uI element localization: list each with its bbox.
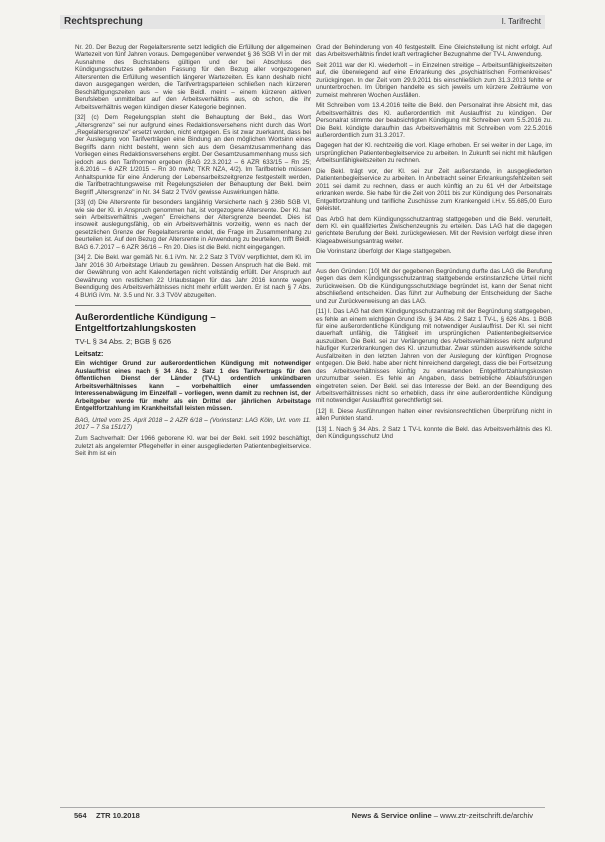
paragraph: [32] (c) Dem Regelungsplan steht die Behauptung der Bekl., das Wort „Altersgrenze" sei nur aufgrund eines Redaktionsversehens nicht durch das Wort „Regelaltersgrenze" ersetzt worden, nicht entgegen. Es ist zwar zuerkannt, dass bei der Auslegung von Tarifverträgen eine Bindung an den möglichen Wortsinn eines Begriffs dann nicht besteht, wenn sich aus dem Gesamtzusammenhang das Vorliegen eines Redaktionsversehens ergibt. Der Gesamtzusammenhang muss sich jedoch aus den Tarifnormen ergeben (BAG 22.3.2012 – 6 AZR 633/15 – Rn 25; 8.6.2016 – 6 AZR 1/2015 – Rn 30 mwN; TKR NZA, 4/2). Im Tarifbetrieb müssen Anhaltspunkte für eine Änderung der Lebensarbeitszeitgrenze festgestellt werden, die Tarifbetrachtungsweise mit Regelungszielen der Behauptung der Bekl. beim Begriff „Altersgrenze" in Nr. 34 Satz 2 TVöV gewisse Auswirkungen hätte. <box>75 114 311 196</box>
paragraph: [12] II. Diese Ausführungen halten einer revisionsrechtlichen Überprüfung nicht in allen Punkten stand. <box>316 407 552 423</box>
paragraph: [13] 1. Nach § 34 Abs. 2 Satz 1 TV-L konnte die Bekl. das Arbeitsverhältnis des Kl. den Kündigungsschutz Und <box>316 425 552 441</box>
paragraph: Dagegen hat der Kl. rechtzeitig die vorl. Klage erhoben. Er sei weiter in der Lage, im ursprünglichen Patientenbegleitservice zu arbeiten. In Zukunft sei nicht mit häufigen Arbeitsunfähigkeitszeiten zu rechnen. <box>316 142 552 165</box>
paragraph: Die Bekl. trägt vor, der Kl. sei zur Zeit außerstande, in ausgegliederten Patientenbegleitservice zu arbeiten. In Anbetracht seiner Erkrankungsfehlzeiten seit 2011 sei damit zu rechnen, dass er auch künftig an zu 61 vH der Arbeitstage erkranken werde. Sie habe für die Zeit von 2011 bis zur Kündigung des Personalrats Entgeltfortzahlung und tarifliche Zuschüsse zum Krankengeld i.H.v. 55.685,00 Euro geleistet. <box>316 167 552 213</box>
paragraph: Zum Sachverhalt: Der 1966 geborene Kl. war bei der Bekl. seit 1992 beschäftigt, zuletzt als angelernter Pflegehelfer in einer ausgegliederten Patientenbegleitservice. Seit ihm ist ein <box>75 435 311 458</box>
page-footer <box>60 811 545 821</box>
section-title: Rechtsprechung <box>64 16 143 27</box>
paragraph: Das ArbG hat dem Kündigungsschutzantrag stattgegeben und die Bekl. verurteilt, dem Kl. ein qualifiziertes Zwischenzeugnis zu erteilen. Das LAG hat die dagegen gerichtete Berufung der Bekl. zurückgewiesen. Mit der Revision verfolgt diese ihren Klageabweisungsantrag weiter. <box>316 215 552 245</box>
page-number: 564 <box>74 811 87 820</box>
decision-citation: BAG, Urteil vom 25. April 2018 – 2 AZR 6/18 – (Vorinstanz: LAG Köln, Urt. vom 11. 2017 – 7 Sa 151/17) <box>75 416 311 432</box>
paragraph: Seit 2011 war der Kl. wiederholt – in Einzelnen streitige – Arbeitsunfähigkeitszeiten auf, die überwiegend auf eine Erkrankung des „psychiatrischen Formenkreises" zurückgingen. In der Zeit vom 29.9.2011 bis einschließlich zum 31.3.2013 fehlte er ununterbrochen. Im Übrigen handelte es sich jeweils um kürzere Zeiträume von zumeist mehreren Wochen Ausfällen. <box>316 61 552 99</box>
service-label: News & Service online <box>351 811 432 820</box>
paragraph: [11] I. Das LAG hat dem Kündigungsschutzantrag mit der Begründung stattgegeben, es fehle an einem wichtigen Grund iSv. § 34 Abs. 2 Satz 1 TV-L, § 626 Abs. 1 BGB für eine außerordentliche Kündigung mit notwendiger Auslauffrist. Der Kl. sei nicht dauerhaft unfähig, die Tätigkeit im ursprünglichen Patientenbegleitservice auszuüben. Die Bekl. sei zur Verlängerung des Arbeitsverhältnisses nicht aufgrund häufiger Kurzerkrankungen des Kl. unzumutbar. Zwar stünden auswirkende solche Ausfallzeiten in den letzten Jahren von der Auslegung der künftigen Prognose entgegen. Die Bekl. habe aber nicht hinreichend dargelegt, dass die bei Fortsetzung des Arbeitsverhältnisses künftig zu erwartenden Entgeltfortzahlungskosten unzumutbar seien. Es fehle an Angaben, dass betriebliche Ablaufstörungen eingetreten seien. Der Bekl. sei das Interesse der Bekl. an der Beendigung des Arbeitsverhältnisses nicht so erheblich, dass ihr eine außerordentliche Kündigung mit notwendiger Auslauffrist gerechtfertigt sei. <box>316 308 552 405</box>
paragraph: Die Vorinstanz überfolgt der Klage stattgegeben. <box>316 248 452 256</box>
section-divider <box>316 262 552 263</box>
left-column <box>75 44 311 461</box>
decision-heading: Außerordentliche Kündigung – Entgeltfortzahlungskosten <box>75 311 216 334</box>
running-header <box>60 15 545 29</box>
paragraph: Aus den Gründen: [10] Mit der gegebenen Begründung durfte das LAG die Berufung gegen das dem Kündigungsschutzantrag stattgebende erstinstanzliche Urteil nicht zurückweisen. Ob die Kündigungsschutzklage begründet ist, kann der Senat nicht abschließend entscheiden. Das führt zur Aufhebung der Entscheidung der Sache und zur Zurückverweisung an das LAG. <box>316 267 552 305</box>
journal-issue: ZTR 10.2018 <box>96 811 140 820</box>
section-divider <box>75 305 311 306</box>
footer-rule <box>60 807 545 808</box>
paragraph: [34] 2. Die Bekl. war gemäß Nr. 6.1 iVm. Nr. 2.2 Satz 3 TVöV verpflichtet, dem Kl. im Jahr 2016 30 Arbeitstage Urlaub zu gewähren. Dessen Anspruch hat die Bekl. mit der Gewährung von acht Kalendertagen nicht vollständig erfüllt. Der Anspruch auf Gewährung von restlichen 22 Urlaubstagen für das Jahr 2016 konnte wegen Beendigung des Arbeitsverhältnisses nicht mehr erfüllt werden. Er ist nach § 7 Abs. 4 BUrlG iVm. Nr. 3.5 und Nr. 3.3 TVöV abzugelten. <box>75 254 311 299</box>
section-category: I. Tarifrecht <box>501 17 541 26</box>
leitsatz-text: Ein wichtiger Grund zur außerordentlichen Kündigung mit notwendiger Auslauffrist eines nach § 34 Abs. 2 Satz 1 des Tarifvertrags für den öffentlichen Dienst der Länder (TV-L) ordentlich unkündbaren Arbeitsverhältnisses kann – vorbehaltlich einer umfassenden Interessenabwägung im Einzelfall – vorliegen, wenn damit zu rechnen ist, der Arbeitgeber werde für mehr als ein Drittel der jährlichen Arbeitstage Entgeltfortzahlung im Krankheitsfall leisten müssen. <box>75 360 311 413</box>
paragraph: Grad der Behinderung von 40 festgestellt. Eine Gleichstellung ist nicht erfolgt. Auf das Arbeitsverhältnis findet kraft vertraglicher Bezugnahme der TV-L Anwendung. <box>316 44 552 59</box>
footer-service <box>352 811 533 820</box>
paragraph: Nr. 20. Der Bezug der Regelaltersrente setzt lediglich die Erfüllung der allgemeinen Wartezeit von fünf Jahren voraus. Demgegenüber verwendet § 36 SGB VI in der mit Ausnahme des Buchstabens gültigen und der bei Abschluss des Kündigungsschutzes geltenden Fassung für den Bezug aller vorgezogenen Altersrenten die Erfüllung wesentlich längerer Wartezeiten. Es kann deshalb nicht davon ausgegangen werden, die Tarifvertragsparteien schließen nach kürzeren Beschäftigungszeiten aus – wie sie Beidl. meint – einem kürzeren aktiven Berufsleben unmittelbar auf den Arbeitsverhältnis aus, ob schon, die ihr Arbeitsverhältnis wegen kündigen dieser Kategorie beginnen. <box>75 44 311 111</box>
right-column <box>316 44 552 444</box>
service-link[interactable]: – www.ztr-zeitschrift.de/archiv <box>433 811 533 820</box>
paragraph: Mit Schreiben vom 13.4.2016 teilte die Bekl. den Personalrat ihre Absicht mit, das Arbeitsverhältnis des Kl. außerordentlich mit Auslauffrist zu kündigen. Der Personalrat stimmte der beabsichtigten Kündigung mit Schreiben vom 5.5.2016 zu. Die Bekl. kündigte daraufhin das Arbeitsverhältnis mit Schreiben vom 22.5.2016 außerordentlich zum 31.3.2017. <box>316 102 552 139</box>
decision-norm: TV-L § 34 Abs. 2; BGB § 626 <box>75 336 172 346</box>
leitsatz-label: Leitsatz: <box>75 350 104 358</box>
paragraph: [33] (d) Die Altersrente für besonders langjährig Versicherte nach § 236b SGB VI, wie sie der Kl. in Anspruch genommen hat, ist vorgezogene Altersrente. Der Kl. hat sein Arbeitsverhältnis „wegen" Erreichens der Altersgrenze beendet. Dies ist insoweit auslegungsfähig, ob ein Arbeitsverhältnis vorzeitig, wenn es nach der gesetzlichen Grenze der Regelaltersrente endet, die Frage im Zusammenhang zu beurteilen ist. Auf den Bezug der Altersrente in Anwendung zu beurteilen, trifft Beidl. BAG 6.7.2017 – 6 AZR 36/16 – Rn 20. Dies ist die Bekl. nicht eingegangen. <box>75 199 311 251</box>
